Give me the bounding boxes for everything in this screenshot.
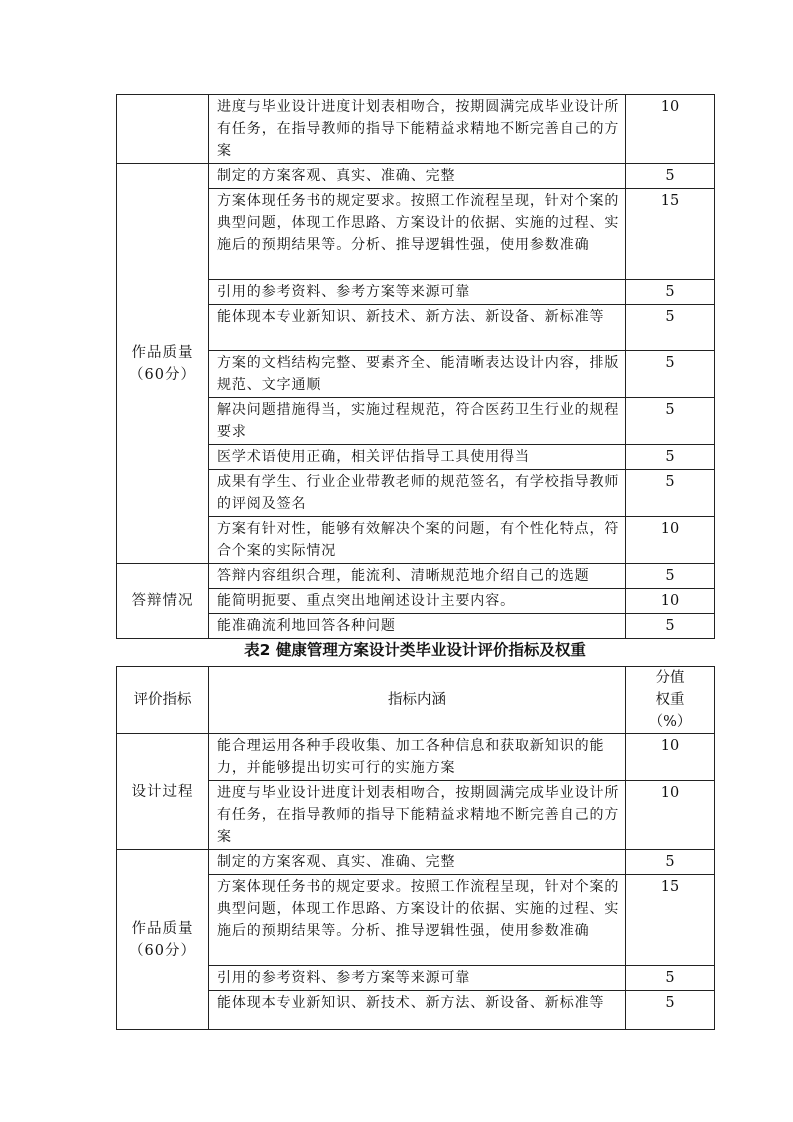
table-row [117,95,715,164]
indicator-content: 解决问题措施得当，实施过程规范，符合医药卫生行业的规程要求 [209,398,626,445]
indicator-content: 答辩内容组织合理，能流利、清晰规范地介绍自己的选题 [209,564,626,589]
indicator-score: 5 [626,398,715,445]
indicator-content: 进度与毕业设计进度计划表相吻合，按期圆满完成毕业设计所有任务，在指导教师的指导下能精益求精地不断完善自己的方案 [209,95,626,164]
indicator-score: 15 [626,875,715,966]
indicator-score: 10 [626,734,715,781]
indicator-score: 15 [626,189,715,280]
indicator-score: 5 [626,470,715,517]
indicator-content: 能简明扼要、重点突出地阐述设计主要内容。 [209,589,626,614]
indicator-content: 引用的参考资料、参考方案等来源可靠 [209,966,626,991]
indicator-score: 5 [626,305,715,351]
indicator-content: 进度与毕业设计进度计划表相吻合，按期圆满完成毕业设计所有任务，在指导教师的指导下能精益求精地不断完善自己的方案 [209,781,626,850]
indicator-content: 方案有针对性，能够有效解决个案的问题，有个性化特点，符合个案的实际情况 [209,517,626,564]
indicator-score: 5 [626,445,715,470]
table-row [117,564,715,589]
category-label: 作品质量 [131,920,194,937]
indicator-score: 5 [626,564,715,589]
table-caption: 表2 健康管理方案设计类毕业设计评价指标及权重 [244,641,586,659]
header-content: 指标内涵 [209,667,626,734]
category-cell-work-quality [117,164,209,564]
category-cell-work-quality [117,850,209,1030]
category-label: 答辩情况 [131,593,194,609]
category-cell-design-process [117,734,209,850]
header-indicator: 评价指标 [117,667,209,734]
table-row [117,734,715,781]
indicator-score: 5 [626,614,715,639]
indicator-content: 能体现本专业新知识、新技术、新方法、新设备、新标准等 [209,305,626,351]
table-header-row [117,667,715,734]
indicator-score: 10 [626,781,715,850]
indicator-score: 5 [626,280,715,305]
indicator-score: 5 [626,164,715,189]
evaluation-table-2 [116,666,715,1030]
category-label: 设计过程 [131,783,194,800]
indicator-content: 医学术语使用正确，相关评估指导工具使用得当 [209,445,626,470]
indicator-content: 方案体现任务书的规定要求。按照工作流程呈现，针对个案的典型问题，体现工作思路、方案设计的依据、实施的过程、实施后的预期结果等。分析、推导逻辑性强，使用参数准确 [209,875,626,966]
header-weight-line: 权重 [655,692,685,708]
indicator-score: 5 [626,991,715,1030]
category-points: （60分） [129,366,196,383]
table-row [117,850,715,875]
header-weight [626,667,715,734]
indicator-content: 方案的文档结构完整、要素齐全、能清晰表达设计内容，排版规范、文字通顺 [209,351,626,398]
table-row [117,164,715,189]
category-cell-design-process [117,95,209,164]
indicator-score: 10 [626,589,715,614]
indicator-score: 10 [626,95,715,164]
category-cell-defense [117,564,209,639]
indicator-content: 引用的参考资料、参考方案等来源可靠 [209,280,626,305]
indicator-content: 能合理运用各种手段收集、加工各种信息和获取新知识的能力，并能够提出切实可行的实施方案 [209,734,626,781]
indicator-content: 能准确流利地回答各种问题 [209,614,626,639]
indicator-content: 方案体现任务书的规定要求。按照工作流程呈现，针对个案的典型问题，体现工作思路、方案设计的依据、实施的过程、实施后的预期结果等。分析、推导逻辑性强，使用参数准确 [209,189,626,280]
indicator-content: 制定的方案客观、真实、准确、完整 [209,164,626,189]
indicator-content: 制定的方案客观、真实、准确、完整 [209,850,626,875]
header-weight-line: （%） [648,714,692,730]
indicator-score: 5 [626,351,715,398]
evaluation-table-continued [116,94,715,639]
header-weight-line: 分值 [655,670,685,686]
indicator-score: 10 [626,517,715,564]
indicator-score: 5 [626,850,715,875]
indicator-score: 5 [626,966,715,991]
category-label: 作品质量 [131,344,194,361]
category-points: （60分） [129,942,196,959]
indicator-content: 成果有学生、行业企业带教老师的规范签名，有学校指导教师的评阅及签名 [209,470,626,517]
indicator-content: 能体现本专业新知识、新技术、新方法、新设备、新标准等 [209,991,626,1030]
